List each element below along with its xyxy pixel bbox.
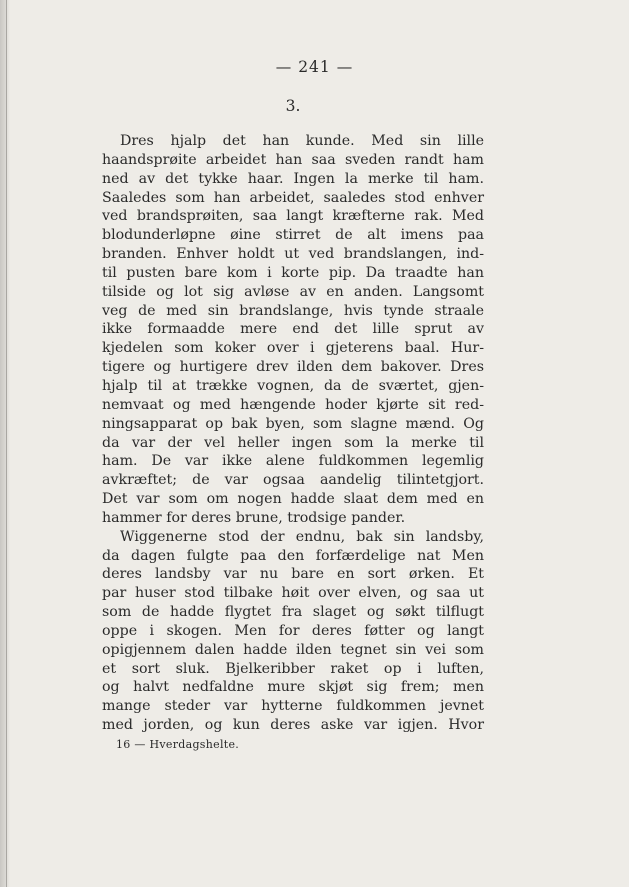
text-line: ved brandsprøiten, saa langt kræfterne rak. Med (102, 208, 484, 225)
text-line: hammer for deres brune, trodsige pander. (102, 509, 406, 526)
text-line: tilside og lot sig avløse av en anden. Langsomt (102, 283, 484, 300)
text-line: avkræftet; de var ogsaa aandelig tilintetgjort. (102, 472, 484, 489)
text-line: da dagen fulgte paa den forfærdelige nat Men (102, 547, 484, 564)
text-line: branden. Enhver holdt ut ved brandslangen, ind- (102, 246, 484, 263)
text-line: oppe i skogen. Men for deres føtter og langt (102, 622, 484, 639)
text-line: ham. De var ikke alene fuldkommen legemlig (102, 453, 484, 470)
text-line: veg de med sin brandslange, hvis tynde straale (102, 302, 484, 319)
text-line: kjedelen som koker over i gjeterens baal. Hur- (102, 340, 484, 357)
text-line: og halvt nedfaldne mure skjøt sig frem; men (102, 679, 484, 696)
text-line: ned av det tykke haar. Ingen la merke til ham. (102, 170, 484, 187)
text-line: med jorden, og kun deres aske var igjen. Hvor (102, 717, 484, 734)
text-line: blodunderløpne øine stirret de alt imens paa (102, 227, 484, 244)
text-line: ikke formaadde mere end det lille sprut av (102, 321, 484, 338)
text-line: Dres hjalp det han kunde. Med sin lille (120, 133, 484, 149)
text-line: tigere og hurtigere drev ilden dem bakover. Dres (102, 359, 484, 376)
text-line: par huser stod tilbake høit over elven, og saa ut (102, 585, 484, 602)
text-line: Det var som om nogen hadde slaat dem med en (102, 491, 484, 508)
chapter-number: 3. (285, 97, 301, 115)
page-spine-shadow (0, 0, 10, 887)
text-line: da var der vel heller ingen som la merke til (102, 434, 484, 451)
body-text (102, 132, 484, 735)
page-number-header: — 241 — (275, 58, 354, 76)
text-line: deres landsby var nu bare en sort ørken. Et (102, 566, 484, 583)
text-line: ningsapparat op bak byen, som slagne mænd. Og (102, 415, 484, 432)
text-line: mange steder var hytterne fuldkommen jevnet (102, 698, 484, 715)
text-line: Saaledes som han arbeidet, saaledes stod enhver (102, 189, 484, 206)
text-line: til pusten bare kom i korte pip. Da traadte han (102, 264, 484, 281)
text-line: opigjennem dalen hadde ilden tegnet sin vei som (102, 641, 484, 658)
text-line: Wiggenerne stod der endnu, bak sin landsby, (120, 528, 484, 545)
text-line: nemvaat og med hængende hoder kjørte sit red- (102, 396, 484, 413)
text-line: som de hadde flygtet fra slaget og søkt tilflugt (102, 604, 484, 621)
text-line: et sort sluk. Bjelkeribber raket op i luften, (102, 660, 484, 677)
signature-mark: 16 — Hverdagshelte. (116, 738, 240, 751)
text-line: hjalp til at trække vognen, da de sværtet, gjen- (102, 377, 484, 394)
text-line: haandsprøite arbeidet han saa sveden randt ham (102, 151, 484, 168)
page-spine-edge (6, 0, 7, 887)
